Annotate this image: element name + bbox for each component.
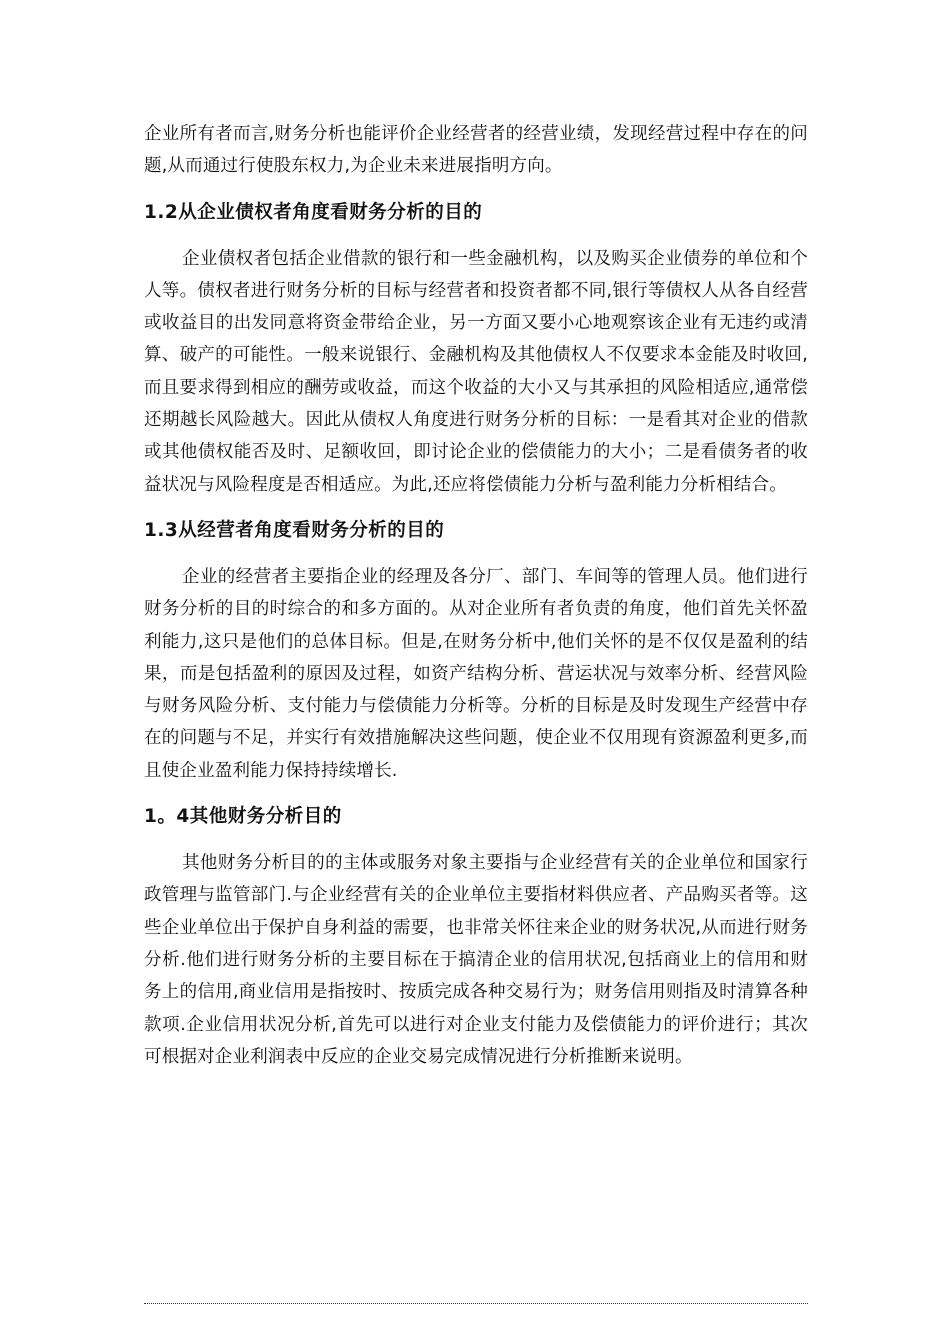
document-body bbox=[144, 118, 808, 1073]
footer-divider bbox=[144, 1303, 808, 1304]
section-body-1-2: 企业债权者包括企业借款的银行和一些金融机构，以及购买企业债券的单位和个人等。债权者进行财务分析的目标与经营者和投资者都不同,银行等债权人从各自经营或收益目的出发同意将资金带给企业，另一方面又要小心地观察该企业有无违约或清算、破产的可能性。一般来说银行、金融机构及其他债权人不仅要求本金能及时收回,而且要求得到相应的酬劳或收益，而这个收益的大小又与其承担的风险相适应,通常偿还期越长风险越大。因此从债权人角度进行财务分析的目标：一是看其对企业的借款或其他债权能否及时、足额收回，即讨论企业的偿债能力的大小；二是看债务者的收益状况与风险程度是否相适应。为此,还应将偿债能力分析与盈利能力分析相结合。 bbox=[144, 248, 808, 495]
section-body-1-3: 企业的经营者主要指企业的经理及各分厂、部门、车间等的管理人员。他们进行财务分析的目的时综合的和多方面的。从对企业所有者负责的角度，他们首先关怀盈利能力,这只是他们的总体目标。但是,在财务分析中,他们关怀的是不仅仅是盈利的结果，而是包括盈利的原因及过程，如资产结构分析、营运状况与效率分析、经营风险与财务风险分析、支付能力与偿债能力分析等。分析的目标是及时发现生产经营中存在的问题与不足，并实行有效措施解决这些问题，使企业不仅用现有资源盈利更多,而且使企业盈利能力保持持续增长. bbox=[144, 566, 808, 781]
intro-paragraph: 企业所有者而言,财务分析也能评价企业经营者的经营业绩，发现经营过程中存在的问题,从而通过行使股东权力,为企业未来进展指明方向。 bbox=[144, 124, 808, 177]
section-heading-1-3: 1.3从经营者角度看财务分析的目的 bbox=[144, 519, 445, 541]
section-heading-1-4: 1。4其他财务分析目的 bbox=[144, 806, 342, 828]
section-body-1-4: 其他财务分析目的的主体或服务对象主要指与企业经营有关的企业单位和国家行政管理与监管部门.与企业经营有关的企业单位主要指材料供应者、产品购买者等。这些企业单位出于保护自身利益的需要，也非常关怀往来企业的财务状况,从而进行财务分析.他们进行财务分析的主要目标在于搞清企业的信用状况,包括商业上的信用和财务上的信用,商业信用是指按时、按质完成各种交易行为；财务信用则指及时清算各种款项.企业信用状况分析,首先可以进行对企业支付能力及偿债能力的评价进行；其次可根据对企业利润表中反应的企业交易完成情况进行分析推断来说明。 bbox=[144, 853, 808, 1067]
section-heading-1-2: 1.2从企业债权者角度看财务分析的目的 bbox=[144, 201, 483, 223]
